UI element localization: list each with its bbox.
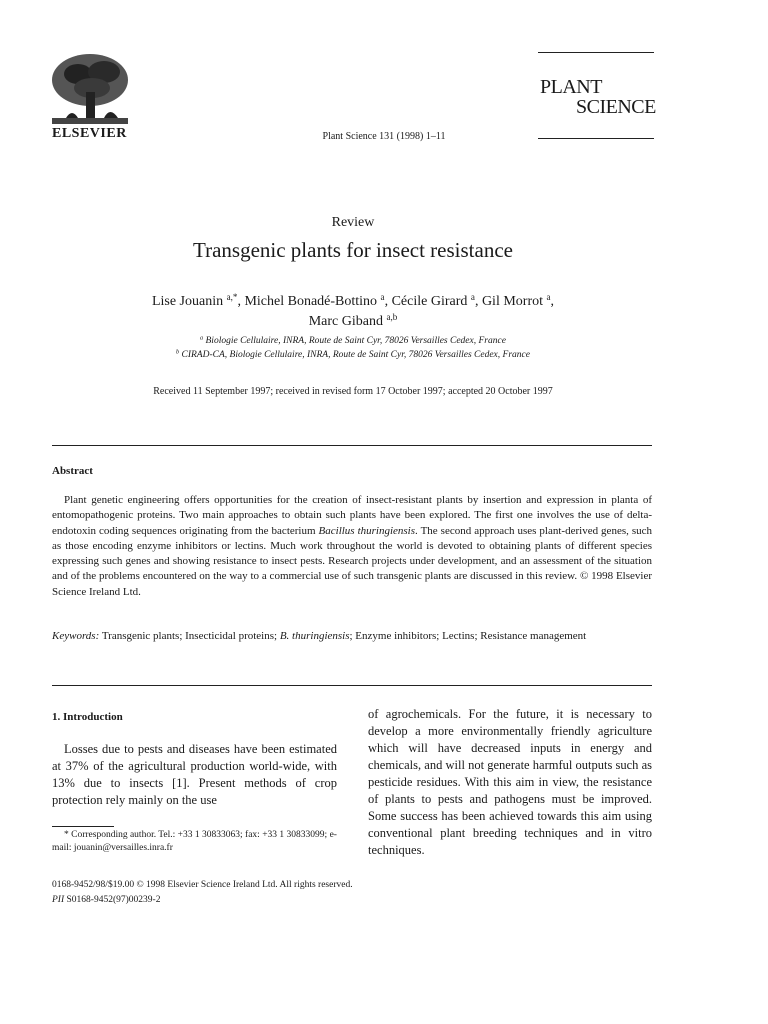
footnote: * Corresponding author. Tel.: +33 1 30833063; fax: +33 1 30833099; e-mail: jouanin@versailles.inra.fr — [52, 830, 337, 853]
copyright-block — [52, 878, 353, 908]
affiliation: $^b$ CIRAD-CA, Biologie Cellulaire, INRA, Route de Saint Cyr, 78026 Versailles Cedex, France — [176, 349, 530, 360]
author: Michel Bonadé-Bottino $^a$, — [244, 292, 392, 309]
affiliation: $^a$ Biologie Cellulaire, INRA, Route de Saint Cyr, 78026 Versailles Cedex, France — [200, 335, 506, 346]
footnote-rule — [52, 826, 114, 827]
copyright-line: 0168-9452/98/$19.00 © 1998 Elsevier Science Ireland Ltd. All rights reserved. — [52, 880, 353, 890]
received-dates: Received 11 September 1997; received in revised form 17 October 1997; accepted 20 October 1997 — [153, 386, 553, 397]
logo-bottom-rule — [538, 138, 654, 139]
author: Gil Morrot $^a$, — [481, 292, 555, 309]
section-heading: 1. Introduction — [52, 711, 123, 723]
logo-word-science: SCIENCE — [576, 96, 656, 118]
elsevier-tree-logo — [48, 52, 132, 126]
abstract-heading: Abstract — [52, 465, 93, 477]
plant-science-logo — [538, 52, 654, 142]
body-text-left: Losses due to pests and diseases have been estimated at 37% of the agricultural production world-wide, with 13% due to insects [1]. Present methods of crop protection rely mainly on the use — [52, 742, 337, 807]
pii-line: PII S0168-9452(97)00239-2 — [52, 895, 161, 905]
keywords: Keywords: Transgenic plants; Insecticidal proteins; B. thuringiensis; Enzyme inhibitors; Lectins; Resistance management — [52, 630, 587, 642]
abstract-text: Plant genetic engineering offers opportunities for the creation of insect-resistant plants by insertion and expression in planta of entomopathogenic proteins. Two main approaches to obtain such plants have been explored. The first one involves the use of delta-endotoxin coding sequences originating from the bacterium Bacillus thuringiensis. The second approach uses plant-derived genes, such as those encoding enzyme inhibitors or lectins. Much work throughout the world is devoted to obtaining plants of different species expressing such genes and showing resistance to insect pests. Research projects under development, and an assessment of the situation and of the problems encountered on the way to a commercial use of such transgenic plants are discussed in this review. © 1998 Elsevier Science Ireland Ltd. — [52, 494, 653, 598]
article-title: Transgenic plants for insect resistance — [193, 238, 513, 262]
author: Cécile Girard $^a$, — [391, 292, 482, 309]
body-text-right: of agrochemicals. For the future, it is necessary to develop a more environmentally friendly agriculture which will have decreased inputs in energy and chemicals, and will not generate harmful outputs such as pesticide residues. With this aim in view, the resistance of plants to pests and pathogens must be improved. Some success has been achieved towards this aim using conventional plant breeding techniques and in vitro techniques. — [368, 707, 652, 857]
author: Lise Jouanin $^{a,*}$, — [151, 292, 245, 309]
journal-citation: Plant Science 131 (1998) 1–11 — [322, 131, 446, 142]
article-type: Review — [331, 215, 375, 230]
divider — [52, 445, 652, 446]
author: Marc Giband $^{a,b}$ — [308, 312, 398, 329]
author-list — [0, 292, 706, 332]
logo-top-rule — [538, 52, 654, 53]
divider — [52, 685, 652, 686]
logo-word-plant: PLANT — [540, 76, 602, 98]
publisher-name: ELSEVIER — [52, 126, 127, 141]
